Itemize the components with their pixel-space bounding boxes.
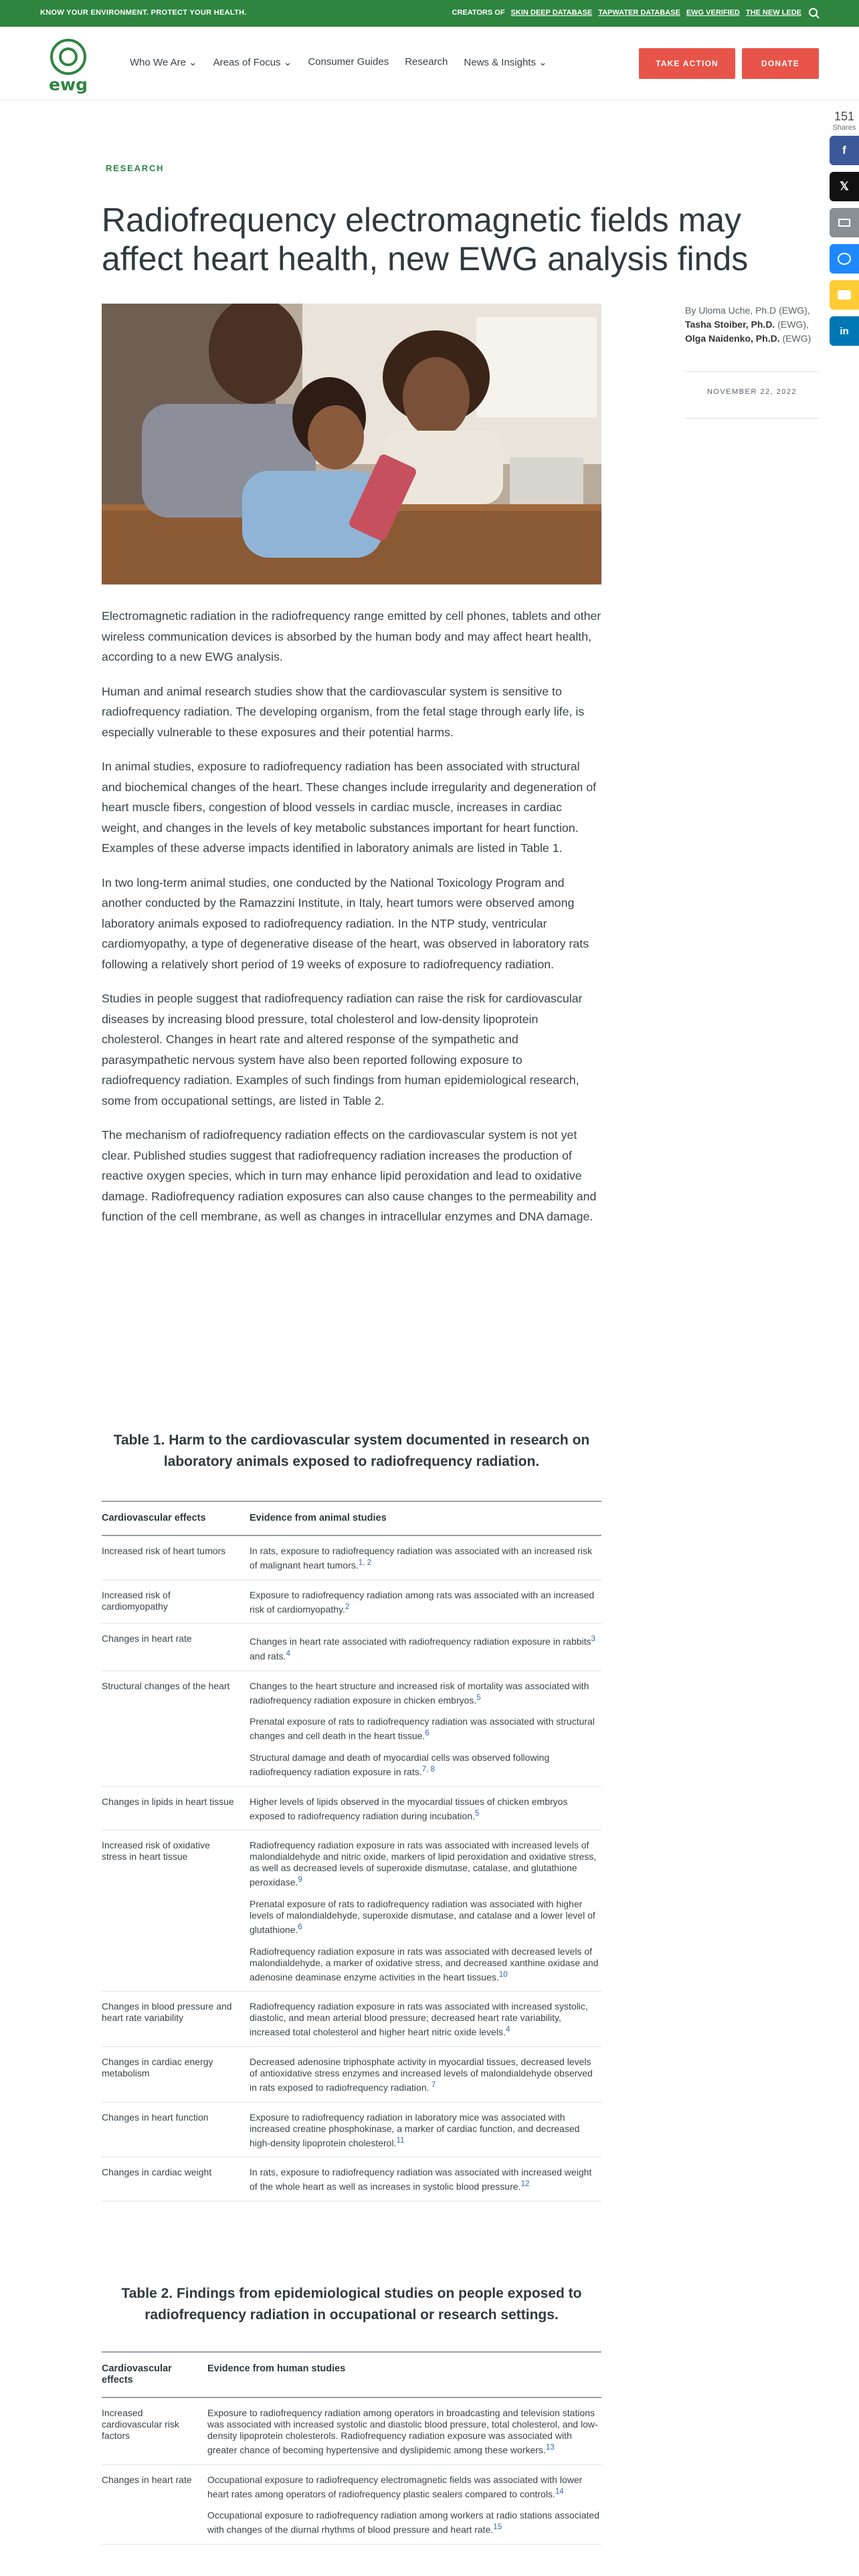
evidence-sentence: Changes in heart rate associated with radiofrequency radiation exposure in rabbits [250, 1636, 591, 1647]
main-nav [130, 56, 547, 68]
reference-link[interactable]: 2 [345, 1602, 350, 1611]
evidence-cell [207, 2397, 601, 2464]
tapwater-link[interactable]: TAPWATER DATABASE [598, 8, 680, 17]
author-1[interactable]: Uloma Uche, Ph.D [698, 305, 777, 316]
reference-link[interactable]: 10 [498, 1969, 508, 1979]
facebook-icon: f [842, 144, 846, 156]
evidence-cell [250, 1830, 601, 1992]
top-strip [0, 0, 859, 27]
evidence-sentence: Occupational exposure to radiofrequency electromagnetic fields was associated with lower heart rates among operators of radiofrequency plastic sealers compared to controls. [207, 2474, 583, 2500]
effect-cell: Changes in heart rate [102, 1624, 250, 1671]
evidence-sentence: Exposure to radiofrequency radiation among operators in broadcasting and television stations was associated with increased systolic and diastolic blood pressure, total cholesterol, and low-density lipoprotein cholesterols. Radiofrequency radiation exposure was associated with greater chance of becoming hypertensive and dyslipidemic among these workers. [207, 2407, 598, 2456]
linkedin-icon: in [840, 325, 849, 337]
facebook-share-button[interactable] [830, 136, 859, 165]
reference-link[interactable]: 11 [396, 2135, 405, 2145]
byline [685, 304, 819, 419]
nav-areas-of-focus[interactable] [213, 56, 292, 68]
nav-who-we-are[interactable] [130, 56, 197, 68]
new-lede-link[interactable]: THE NEW LEDE [745, 8, 801, 17]
table1 [102, 1501, 601, 2202]
table-row [102, 2397, 601, 2464]
table1-body [102, 1535, 601, 2201]
table-row [102, 1992, 601, 2047]
evidence-cell [207, 2464, 601, 2544]
evidence-text [207, 2474, 601, 2500]
reference-link[interactable]: 7 [429, 2080, 436, 2089]
evidence-text [207, 2510, 601, 2536]
reference-link[interactable]: 9 [298, 1875, 302, 1885]
email-share-button[interactable] [830, 208, 859, 237]
table-row [102, 1786, 601, 1830]
evidence-text [250, 2112, 601, 2149]
email-icon [838, 219, 850, 227]
effect-cell: Changes in lipids in heart tissue [102, 1786, 250, 1830]
table-header-row [102, 1501, 601, 1535]
paragraph: Human and animal research studies show that the cardiovascular system is sensitive to radiofrequency radiation. The developing organism, from the fetal stage through early life, is especially vulnerable to these exposures and their potential harms. [102, 684, 585, 739]
evidence-text [250, 1796, 601, 1822]
evidence-text [250, 1899, 601, 1936]
reference-link[interactable]: 12 [520, 2179, 530, 2189]
article-body [102, 606, 601, 1241]
nav-consumer-guides[interactable]: Consumer Guides [308, 56, 389, 68]
table-row [102, 2102, 601, 2157]
effect-cell: Changes in heart rate [102, 2464, 207, 2544]
paragraph: In animal studies, exposure to radiofrequency radiation has been associated with structural and biochemical changes of the heart. These changes include irregularity and degeneration of heart muscle fibers, congestion of blood vessels in cardiac muscle, increases in cardiac weight, and changes in the levels of key metabolic substances important for heart function. Examples of these adverse impacts identified in laboratory animals are listed in Table 1. [102, 760, 597, 855]
author-org: (EWG) [779, 305, 807, 316]
table-header-row [102, 2352, 601, 2397]
evidence-sentence-tail: and rats. [250, 1650, 286, 1662]
x-icon: 𝕏 [840, 180, 849, 193]
evidence-text [250, 1840, 601, 1889]
x-share-button[interactable] [830, 172, 859, 201]
reference-link[interactable]: 6 [425, 1729, 430, 1738]
chevron-down-icon: ⌄ [189, 57, 197, 68]
paragraph: Electromagnetic radiation in the radiofrequency range emitted by cell phones, tablets and other wireless communication devices is absorbed by the human body and may affect heart health, according to a new EWG analysis. [102, 609, 601, 663]
site-header [0, 27, 859, 100]
donate-button[interactable]: DONATE [742, 48, 819, 79]
creators-links [452, 8, 818, 17]
evidence-sentence: Exposure to radiofrequency radiation in laboratory mice was associated with increased creatine phosphokinase, a marker of cardiac function, and decreased high-density lipoprotein cholesterol. [250, 2111, 580, 2149]
paragraph: Studies in people suggest that radiofrequency radiation can raise the risk for cardiovascular diseases by increasing blood pressure, total cholesterol and low-density lipoprotein cholesterol. Changes in heart rate and altered response of the sympathetic and parasympathetic nervous system have also been reported following exposure to radiofrequency radiation. Examples of such findings from human epidemiological research, some from occupational settings, are listed in Table 2. [102, 992, 583, 1107]
evidence-text [250, 2056, 601, 2094]
table-row [102, 1624, 601, 1671]
nav-label: Who We Are [130, 57, 186, 68]
evidence-sentence: Radiofrequency radiation exposure in rats was associated with increased levels of malondialdehyde and nitric oxide, markers of lipid peroxidation and oxidative stress, as well as decreased levels of superoxide dismutase, catalase, and glutathione peroxidase. [250, 1840, 597, 1888]
evidence-text [250, 1633, 601, 1662]
evidence-text [250, 1752, 601, 1778]
evidence-sentence: Radiofrequency radiation exposure in rats was associated with decreased levels of malondialdehyde, a marker of oxidative stress, and decreased xanthine oxidase and adenosine deaminase enzyme activities in the heart tissues. [250, 1945, 599, 1983]
sms-icon [838, 290, 851, 300]
reference-link[interactable]: 6 [298, 1922, 302, 1931]
reference-link[interactable]: 5 [476, 1693, 481, 1702]
share-rail [830, 110, 859, 352]
ewg-verified-link[interactable]: EWG VERIFIED [686, 8, 740, 17]
reference-link[interactable]: 15 [493, 2523, 502, 2532]
reference-link[interactable]: 4 [505, 2025, 510, 2034]
author-3[interactable]: Olga Naidenko, Ph.D. [685, 333, 780, 344]
take-action-button[interactable]: TAKE ACTION [639, 48, 735, 79]
article-kicker[interactable]: RESEARCH [106, 163, 165, 173]
column-header: Evidence from human studies [207, 2352, 601, 2397]
sms-share-button[interactable] [830, 280, 859, 310]
effect-cell: Increased risk of heart tumors [102, 1535, 250, 1580]
search-icon[interactable] [809, 8, 818, 17]
evidence-sentence: Higher levels of lipids observed in the myocardial tissues of chicken embryos exposed to radiofrequency radiation during incubation. [250, 1796, 568, 1822]
effect-cell: Increased risk of oxidative stress in heart tissue [102, 1830, 250, 1992]
evidence-text [250, 1681, 601, 1707]
evidence-cell [250, 1786, 601, 1830]
author-2[interactable]: Tasha Stoiber, Ph.D. [685, 319, 775, 330]
column-header: Cardiovascular effects [102, 1501, 250, 1535]
publish-date: NOVEMBER 22, 2022 [685, 371, 819, 419]
byline-prefix: By [685, 305, 696, 316]
table-row [102, 1671, 601, 1786]
table-row [102, 1830, 601, 1992]
share-label: Shares [832, 124, 856, 132]
hero-photo [102, 304, 601, 584]
evidence-cell [250, 2102, 601, 2157]
evidence-text [207, 2407, 601, 2456]
nav-news-insights[interactable] [464, 56, 547, 68]
nav-label: News & Insights [464, 57, 536, 68]
skin-deep-link[interactable]: SKIN DEEP DATABASE [510, 8, 593, 17]
evidence-text [250, 2167, 601, 2193]
table-row [102, 2157, 601, 2202]
messenger-icon [838, 253, 851, 265]
share-count: 151 [834, 110, 855, 123]
evidence-cell [250, 1535, 601, 1580]
evidence-sentence: In rats, exposure to radiofrequency radiation was associated with increased weight of the whole heart as well as increases in systolic blood pressure. [250, 2167, 592, 2192]
tagline: KNOW YOUR ENVIRONMENT. PROTECT YOUR HEALTH. [40, 9, 247, 17]
evidence-text [250, 1716, 601, 1742]
family-tablet-illustration [102, 304, 601, 584]
chevron-down-icon: ⌄ [283, 57, 292, 68]
creators-label: CREATORS OF [452, 8, 505, 17]
chevron-down-icon: ⌄ [539, 57, 547, 68]
evidence-sentence: Exposure to radiofrequency radiation among rats was associated with an increased risk of cardiomyopathy. [250, 1589, 595, 1615]
author-org: (EWG) [777, 319, 806, 330]
table2-body [102, 2397, 601, 2544]
ewg-logo[interactable] [48, 39, 88, 92]
nav-label: Areas of Focus [213, 57, 281, 68]
messenger-share-button[interactable] [830, 244, 859, 274]
table2-caption: Table 2. Findings from epidemiological studies on people exposed to radiofrequency radiation in occupational or research settings. [121, 2286, 582, 2323]
nav-research[interactable]: Research [405, 56, 448, 68]
evidence-text [250, 2001, 601, 2038]
evidence-sentence: Changes to the heart structure and increased risk of mortality was associated with radiofrequency radiation exposure in chicken embryos. [250, 1680, 589, 1706]
evidence-sentence: Prenatal exposure of rats to radiofrequency radiation was associated with structural changes and cell death in the heart tissue. [250, 1716, 595, 1741]
effect-cell: Increased risk of cardiomyopathy [102, 1580, 250, 1624]
evidence-sentence: Structural damage and death of myocardial cells was observed following radiofrequency radiation exposure in rats. [250, 1751, 550, 1778]
table-row [102, 2046, 601, 2102]
effect-cell: Changes in cardiac weight [102, 2157, 250, 2202]
evidence-cell [250, 1624, 601, 1671]
paragraph: In two long-term animal studies, one conducted by the National Toxicology Program and another conducted by the Ramazzini Institute, in Italy, heart tumors were observed among laboratory animals exposed to radiofrequency radiation. In the NTP study, ventricular cardiomyopathy, a type of degenerative disease of the heart, was observed in laboratory rats following a relatively short period of 19 weeks of exposure to radiofrequency radiation. [102, 875, 589, 971]
column-header: Cardiovascular effects [102, 2352, 207, 2397]
evidence-sentence: Occupational exposure to radiofrequency radiation among workers at radio stations associated with changes of the diurnal rhythms of blood pressure and heart rate. [207, 2510, 599, 2535]
evidence-cell [250, 2046, 601, 2102]
reference-link[interactable]: 14 [555, 2486, 564, 2496]
evidence-cell [250, 1671, 601, 1786]
reference-link[interactable]: 3 [591, 1634, 596, 1644]
effect-cell: Structural changes of the heart [102, 1671, 250, 1786]
effect-cell: Changes in blood pressure and heart rate variability [102, 1992, 250, 2047]
evidence-sentence: Decreased adenosine triphosphate activity in myocardial tissues, decreased levels of antioxidative stress enzymes and increased levels of malondialdehyde observed in rats exposed to radiofrequency radiation. [250, 2056, 593, 2093]
table-row [102, 1580, 601, 1624]
logo-mark-icon [50, 39, 86, 75]
effect-cell: Increased cardiovascular risk factors [102, 2397, 207, 2464]
effect-cell: Changes in cardiac energy metabolism [102, 2046, 250, 2102]
evidence-cell [250, 1992, 601, 2047]
table1-caption: Table 1. Harm to the cardiovascular system documented in research on laboratory animals exposed to radiofrequency radiation. [113, 1432, 590, 1469]
effect-cell: Changes in heart function [102, 2102, 250, 2157]
evidence-sentence: Radiofrequency radiation exposure in rats was associated with increased systolic, diastolic, and mean arterial blood pressure; decreased heart rate variability, increased total cholesterol and higher heart nitric oxide levels. [250, 2001, 588, 2038]
evidence-cell [250, 1580, 601, 1624]
paragraph: The mechanism of radiofrequency radiation effects on the cardiovascular system is not yet clear. Published studies suggest that radiofrequency radiation increases the production of reactive oxygen species, which in turn may enhance lipid peroxidation and lead to oxidative damage. Radiofrequency radiation exposures can also cause changes to the permeability and function of the cell membrane, as well as changes in intracellular enzymes and DNA damage. [102, 1128, 597, 1223]
article-title: Radiofrequency electromagnetic fields may affect heart health, new EWG analysis finds [102, 201, 749, 278]
table2 [102, 2351, 601, 2545]
reference-link[interactable]: 13 [545, 2443, 555, 2452]
reference-link[interactable]: 1, 2 [358, 1558, 372, 1567]
evidence-text [250, 1590, 601, 1616]
table-row [102, 1535, 601, 1580]
table-row [102, 2464, 601, 2544]
evidence-sentence: Prenatal exposure of rats to radiofrequency radiation was associated with higher levels of malondialdehyde, superoxide dismutase, and catalase and a lower level of glutathione. [250, 1898, 595, 1935]
evidence-cell [250, 2157, 601, 2202]
author-org: (EWG) [782, 333, 812, 344]
evidence-text [250, 1946, 601, 1983]
authors: By Uloma Uche, Ph.D (EWG), Tasha Stoiber, Ph.D. (EWG), Olga Naidenko, Ph.D. (EWG) [685, 305, 812, 344]
linkedin-share-button[interactable] [830, 316, 859, 346]
reference-link[interactable]: 4 [286, 1648, 290, 1658]
evidence-sentence: In rats, exposure to radiofrequency radiation was associated with an increased risk of malignant heart tumors. [250, 1545, 593, 1571]
reference-link[interactable]: 7, 8 [421, 1764, 436, 1774]
logo-text: ewg [49, 75, 88, 94]
reference-link[interactable]: 5 [475, 1808, 480, 1818]
column-header: Evidence from animal studies [250, 1501, 601, 1535]
evidence-text [250, 1545, 601, 1572]
